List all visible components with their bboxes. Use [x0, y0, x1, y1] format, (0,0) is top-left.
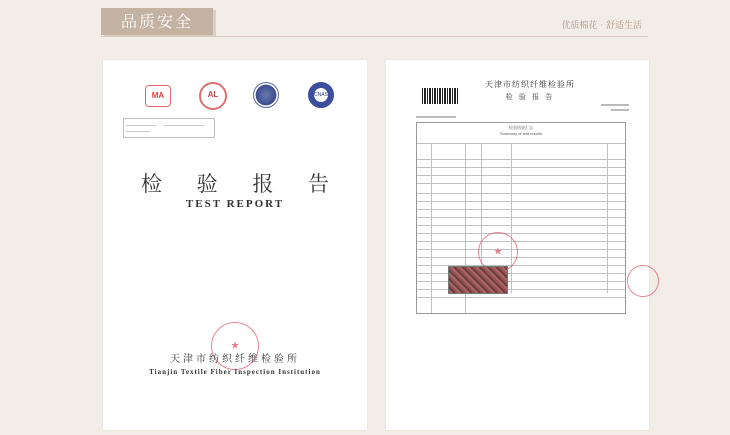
- results-report-title: 检 验 报 告: [505, 93, 555, 101]
- round-seal-logo: [253, 82, 279, 108]
- certification-logos: [103, 82, 367, 112]
- results-red-seal-stamp: ★: [478, 232, 518, 272]
- registration-box: [123, 118, 215, 138]
- cal-logo: AL: [199, 82, 227, 110]
- report-cover-image: [103, 60, 367, 430]
- section-tab: [101, 8, 213, 35]
- barcode: [422, 88, 458, 104]
- cma-logo: MA: [145, 85, 171, 107]
- report-meta: [601, 102, 629, 111]
- table-caption: 检验结果汇总 Summary of test results: [499, 125, 542, 136]
- edge-seal-stamp: [627, 265, 659, 297]
- report-title-en: TEST REPORT: [185, 198, 285, 210]
- report-code: [416, 116, 456, 118]
- results-institution-name: 天津市纺织纤维检验所: [485, 80, 575, 89]
- red-seal-stamp: ★: [211, 322, 259, 370]
- section-header: [0, 0, 730, 40]
- header-divider: [101, 36, 648, 37]
- cnas-logo: CNAS: [308, 82, 334, 108]
- report-title-cn: 检 验 报 告: [140, 172, 344, 196]
- institution-name-cn: 天津市纺织纤维检验所: [170, 354, 300, 365]
- section-title: 品质安全: [120, 12, 193, 31]
- institution-name-en: Tianjin Textile Fiber Inspection Institution: [149, 368, 321, 376]
- fabric-sample-photo: [448, 266, 508, 294]
- report-results-page-image: [386, 60, 649, 430]
- slogan: 优质棉花 · 舒适生活: [561, 21, 642, 31]
